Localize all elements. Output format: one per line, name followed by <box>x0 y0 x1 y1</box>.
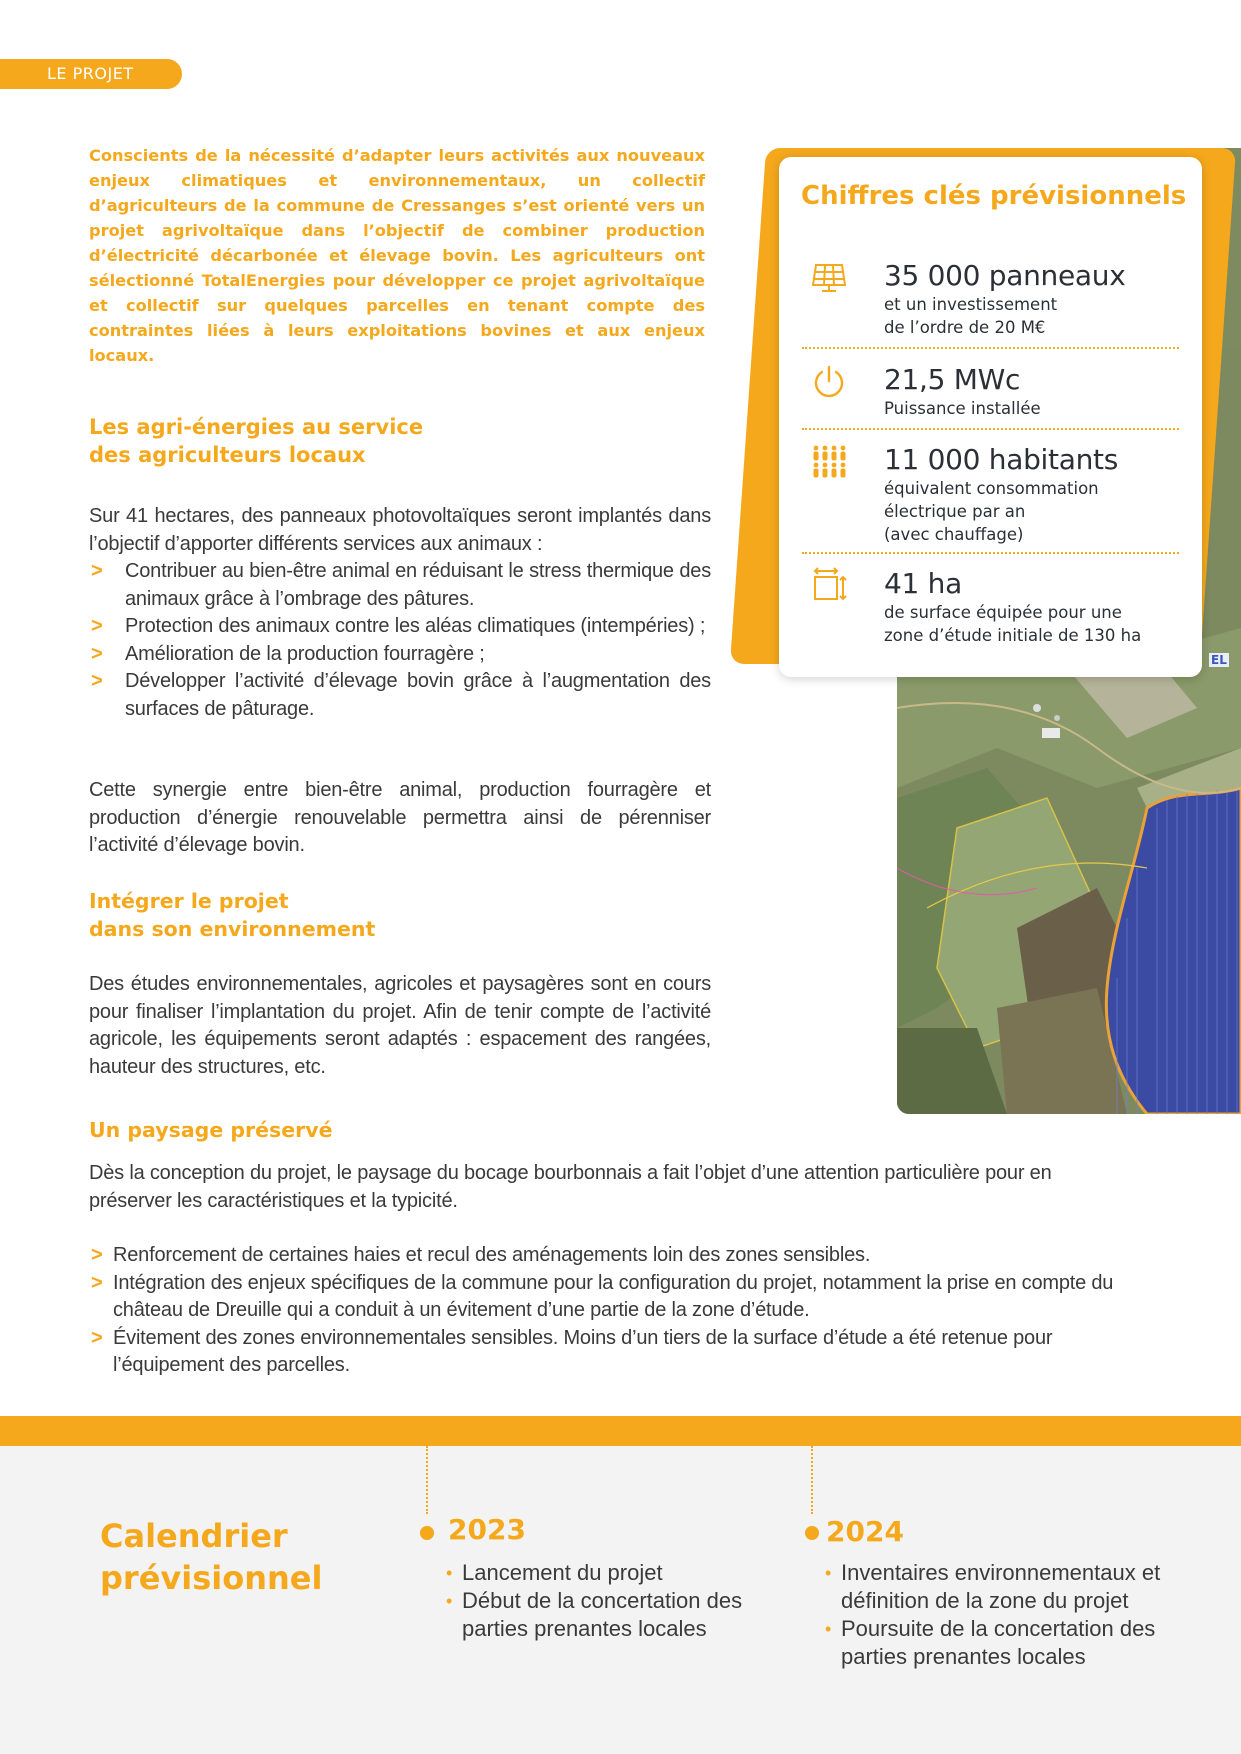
list-item: > Renforcement de certaines haies et recul des aménagements loin des zones sensibles. <box>89 1242 1119 1270</box>
list-item: > Amélioration de la production fourragère ; <box>89 641 711 669</box>
section1-lead: Sur 41 hectares, des panneaux photovoltaïques seront implantés dans l’objectif d’apporter différents services aux animaux : <box>89 505 711 555</box>
section1-title-line2: des agriculteurs locaux <box>89 443 366 467</box>
list-item: • Inventaires environnementaux et définition de la zone du projet <box>825 1559 1185 1615</box>
map-label: EL <box>1211 653 1227 667</box>
stat-area <box>801 567 1182 647</box>
stat-inhabitants <box>801 443 1182 543</box>
section-tag: LE PROJET <box>0 59 182 89</box>
list-item: > Intégration des enjeux spécifiques de la commune pour la configuration du projet, notamment la prise en compte du château de Dreuille qui a conduit à un évitement d’une partie de la zone d’étude. <box>91 1271 1114 1321</box>
timeline-connector <box>426 1446 428 1514</box>
stat-power <box>801 363 1182 423</box>
arrow-bullet-icon: > <box>91 615 103 637</box>
arrow-bullet-icon: > <box>91 1271 103 1294</box>
section1-title-line1: Les agri-énergies au service <box>89 415 424 439</box>
year-2023: 2023 <box>448 1513 526 1546</box>
stat-sub: équivalent consommation électrique par an (avec chauffage) <box>884 479 1099 544</box>
stat-value: 21,5 MWc <box>884 363 1021 396</box>
stat-value: 41 ha <box>884 567 962 600</box>
list-item: • Début de la concertation des parties prenantes locales <box>446 1587 766 1643</box>
section2-text: Des études environnementales, agricoles et paysagères sont en cours pour finaliser l’implantation du projet. Afin de tenir compte de l’activité agricole, les équipements seront adaptés : espacement des rangées, hauteur des structures, etc. <box>89 973 711 1078</box>
list-item: > Évitement des zones environnementales sensibles. Moins d’un tiers de la surface d’étude a été retenue pour l’équipement des parcelles. <box>91 1326 1053 1376</box>
year-2024-list <box>825 1559 1185 1671</box>
arrow-bullet-icon: > <box>91 1244 103 1266</box>
list-item: • Lancement du projet <box>446 1559 766 1587</box>
section3-title: Un paysage préservé <box>89 1118 333 1142</box>
key-figures-title: Chiffres clés prévisionnels <box>801 181 1187 211</box>
stat-value: 11 000 habitants <box>884 443 1118 476</box>
power-icon <box>810 363 848 401</box>
calendar-title <box>100 1515 322 1599</box>
section3-text: Dès la conception du projet, le paysage du bocage bourbonnais a fait l’objet d’une attention particulière pour en préserver les caractéristiques et la typicité. <box>89 1162 1052 1212</box>
timeline-dot <box>805 1526 819 1540</box>
timeline-dot <box>420 1526 434 1540</box>
calendar-title-line1: Calendrier <box>100 1517 288 1555</box>
section3-bullets <box>89 1242 1119 1380</box>
arrow-bullet-icon: > <box>91 670 103 692</box>
section2-title <box>89 887 375 943</box>
dotted-divider <box>802 552 1179 554</box>
intro-paragraph: Conscients de la nécessité d’adapter leurs activités aux nouveaux enjeux climatiques et environnementaux, un collectif d’agriculteurs de la commune de Cressanges s’est orienté vers un projet agrivoltaïque dans l’objectif de combiner production d’électricité décarbonée et élevage bovin. Les agriculteurs ont sélectionné TotalEnergies pour développer ce projet agrivoltaïque et collectif sur quelques parcelles en tenant compte des contraintes liées à leurs exploitations bovines et aux enjeux locaux. <box>89 146 705 365</box>
stat-sub: de surface équipée pour une zone d’étude initiale de 130 ha <box>884 603 1142 645</box>
timeline-connector <box>811 1446 813 1514</box>
area-icon <box>810 567 848 605</box>
year-2024: 2024 <box>826 1515 904 1548</box>
dotted-divider <box>802 347 1179 349</box>
section2-title-line2: dans son environnement <box>89 917 376 941</box>
arrow-bullet-icon: > <box>91 1326 103 1349</box>
list-item: > Développer l’activité d’élevage bovin grâce à l’augmentation des surfaces de pâturage. <box>91 670 711 720</box>
solar-panel-icon <box>810 259 848 297</box>
section1-title <box>89 413 423 469</box>
list-item: > Contribuer au bien-être animal en réduisant le stress thermique des animaux grâce à l’ombrage des pâtures. <box>91 560 711 610</box>
stat-sub: et un investissement de l’ordre de 20 M€ <box>884 295 1058 337</box>
section1-bullet-list <box>89 558 711 723</box>
calendar-title-line2: prévisionnel <box>100 1559 323 1597</box>
stat-value: 35 000 panneaux <box>884 259 1126 292</box>
arrow-bullet-icon: > <box>91 642 103 665</box>
footer-accent-band <box>0 1416 1241 1446</box>
list-item: > Protection des animaux contre les aléas climatiques (intempéries) ; <box>89 613 711 641</box>
stat-sub: Puissance installée <box>884 399 1041 418</box>
list-item: • Poursuite de la concertation des parties prenantes locales <box>825 1615 1185 1671</box>
section3-bullet-list <box>89 1242 1119 1380</box>
key-figures-card <box>779 157 1202 677</box>
dotted-divider <box>802 428 1179 430</box>
section2-title-line1: Intégrer le projet <box>89 889 289 913</box>
arrow-bullet-icon: > <box>91 560 103 582</box>
section1-closing: Cette synergie entre bien-être animal, production fourragère et production d’énergie renouvelable permettra ainsi de pérenniser l’activité d’élevage bovin. <box>89 779 711 856</box>
people-icon <box>810 443 848 481</box>
stat-panels <box>801 259 1182 337</box>
section1-body <box>89 503 711 723</box>
year-2023-list <box>446 1559 766 1643</box>
